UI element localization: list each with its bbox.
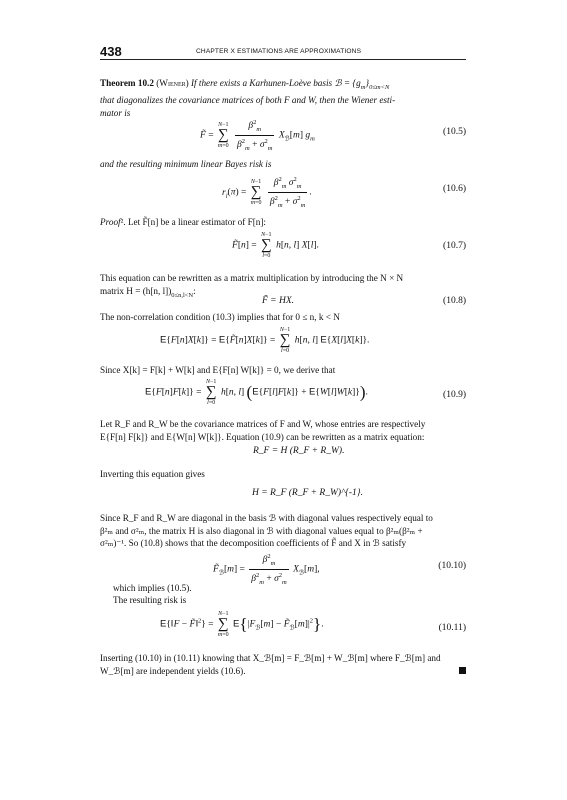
proof-intro: Proof². Let F̃[n] be a linear estimator of F[n]:: [100, 217, 266, 227]
equation-number-10-8: (10.8): [443, 296, 466, 306]
equation-number-10-6: (10.6): [443, 184, 466, 194]
page-number: 438: [100, 44, 122, 59]
equation-10-5: F̃ = N−1 ∑ m=0 $\frac{\beta^2_m}{\beta^2_m + \sigma^2_m}$ $X_ℬ[m]$ $g_m$: [200, 119, 315, 153]
theorem-label: Theorem 10.2: [100, 78, 154, 88]
equation-h: H = R_F (R_F + R_W)^{-1}.: [252, 488, 363, 498]
equation-rf: R_F = H (R_F + R_W).: [253, 446, 345, 456]
proof-label: Proof: [100, 217, 121, 227]
equation-number-10-9: (10.9): [443, 390, 466, 400]
proof-paragraph-7: which implies (10.5).: [113, 583, 192, 593]
equation-10-8: F̃ = HX.: [262, 296, 295, 306]
equation-number-10-11: (10.11): [438, 623, 466, 633]
equation-number-10-7: (10.7): [443, 241, 466, 251]
theorem-text-1: If there exists a Karhunen-Loève basis ℬ = {g: [191, 78, 361, 88]
proof-paragraph-4: Let R_F and R_W be the covariance matrices of F and W, whose entries are respectively E{F[n] F[k]} and E{W[n] W[k]}. Equation (10.9) can be rewritten as a matrix equation:: [100, 419, 426, 442]
proof-paragraph-6: Since R_F and R_W are diagonal in the basis ℬ with diagonal values respectively equal to β²ₘ and σ²ₘ, the matrix H is also diagonal in ℬ with diagonal values equal to β²ₘ(β²ₘ + σ²ₘ)⁻¹. So (10.8) shows that the decomposition coefficients of F̃ and X in ℬ satisfy: [100, 513, 433, 549]
equation-number-10-5: (10.5): [443, 127, 466, 137]
equation-10-7: F̃[n] = N−1 ∑ l=0 h[n, l] X[l].: [232, 232, 319, 259]
proof-paragraph-3: Since X[k] = F[k] + W[k] and E{F[n] W[k]} = 0, we derive that: [100, 365, 336, 375]
proof-paragraph-9: Inserting (10.10) in (10.11) knowing that X_ℬ[m] = F_ℬ[m] + W_ℬ[m] where F_ℬ[m] and W_ℬ[m] are independent yields (10.6).: [100, 653, 441, 676]
equation-10-6: $r_l(\pi)$ = N−1 ∑ m=0 $\frac{\beta^2_m \sigma^2_m}{\beta^2_m + \sigma^2_m}$ .: [222, 176, 312, 210]
proof-paragraph-5: Inverting this equation gives: [100, 469, 205, 479]
equation-10-10: $F̃_ℬ[m]$ = $\frac{\beta^2_m}{\beta^2_m + \sigma^2_m}$ $X_ℬ[m]$,: [213, 553, 320, 587]
qed-symbol: [459, 667, 466, 674]
header-rule: [100, 59, 466, 60]
proof-paragraph-8: The resulting risk is: [113, 595, 187, 605]
proof-paragraph-2: The non-correlation condition (10.3) implies that for 0 ≤ n, k < N: [100, 312, 340, 322]
equation-10-9: E{F[n]F[k]} = N−1 ∑ l=0 h[n, l] (E{F[l]F[k]} + E{W[l]W[k]}).: [145, 379, 368, 406]
theorem-statement: Theorem 10.2 (Wiener) If there exists a Karhunen-Loève basis ℬ = $\{g_m\}_{0\le m<N}$ that diagonalizes the covariance matrices of both F and W, then the Wiener esti- mator is: [100, 78, 396, 119]
theorem-text-2: that diagonalizes the covariance matrices of both F and W, then the Wiener esti-: [100, 95, 396, 106]
proof-paragraph-1: This equation can be rewritten as a matrix multiplication by introducing the N × N matrix H = (h[n, $l])_{0\le n,l<N}$:: [100, 273, 404, 299]
equation-10-11: E{‖F − F̃‖$^2$} = N−1 ∑ m=0 $E\{|F_ℬ[m]$ − $F̃_ℬ[m]|^2$}.: [160, 611, 324, 638]
running-title: CHAPTER X ESTIMATIONS ARE APPROXIMATIONS: [196, 48, 362, 55]
equation-number-10-10: (10.10): [438, 561, 466, 571]
theorem-attribution: (Wiener): [156, 78, 189, 88]
theorem-text-3: mator is: [100, 108, 131, 119]
equation-noncorrelation: E{F[n]X[k]} = E{F̃[n]X[k]} = N−1 ∑ l=0 h[n, l] E{X[l]X[k]}.: [160, 327, 370, 354]
theorem-text-4: and the resulting minimum linear Bayes risk is: [100, 159, 272, 169]
